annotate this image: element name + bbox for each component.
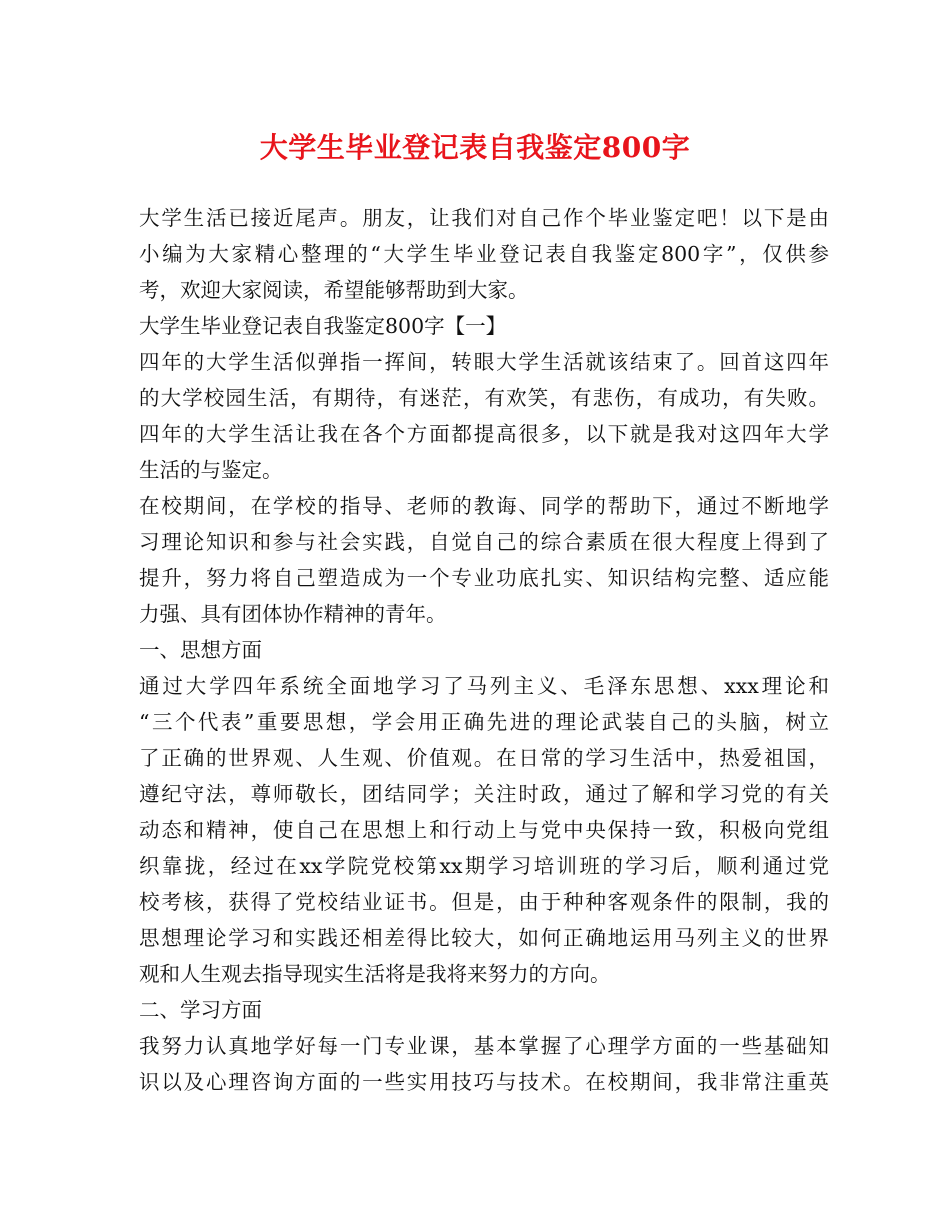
text-line: 在校期间，在学校的指导、老师的教诲、同学的帮助下，通过不断地学	[139, 494, 829, 518]
text-line: “三个代表”重要思想，学会用正确先进的理论武装自己的头脑，树立	[139, 710, 829, 734]
text-line: 观和人生观去指导现实生活将是我将来努力的方向。	[139, 962, 611, 986]
text-line: 习理论知识和参与社会实践，自觉自己的综合素质在很大程度上得到了	[139, 530, 829, 554]
text-line: 动态和精神，使自己在思想上和行动上与党中央保持一致，积极向党组	[139, 818, 829, 842]
text-line: 生活的与鉴定。	[139, 458, 283, 482]
text-line: 织靠拢，经过在xx学院党校第xx期学习培训班的学习后，顺利通过党	[139, 854, 829, 878]
text-line: 我努力认真地学好每一门专业课，基本掌握了心理学方面的一些基础知	[139, 1034, 829, 1058]
text-line: 大学生活已接近尾声。朋友，让我们对自己作个毕业鉴定吧！以下是由	[139, 206, 829, 230]
text-line: 大学生毕业登记表自我鉴定800字【一】	[139, 314, 507, 338]
text-line: 的大学校园生活，有期待，有迷茫，有欢笑，有悲伤，有成功，有失败。	[139, 386, 829, 410]
text-line: 提升，努力将自己塑造成为一个专业功底扎实、知识结构完整、适应能	[139, 566, 829, 590]
document-title: 大学生毕业登记表自我鉴定800字	[259, 131, 691, 164]
text-line: 通过大学四年系统全面地学习了马列主义、毛泽东思想、xxx理论和	[139, 674, 829, 698]
text-line: 一、思想方面	[139, 638, 262, 662]
text-line: 识以及心理咨询方面的一些实用技巧与技术。在校期间，我非常注重英	[139, 1070, 829, 1094]
text-line: 思想理论学习和实践还相差得比较大，如何正确地运用马列主义的世界	[139, 926, 829, 950]
text-line: 二、学习方面	[139, 998, 262, 1022]
document-body	[139, 200, 829, 1100]
text-line: 校考核，获得了党校结业证书。但是，由于种种客观条件的限制，我的	[139, 890, 829, 914]
text-line: 考，欢迎大家阅读，希望能够帮助到大家。	[139, 278, 529, 302]
text-line: 遵纪守法，尊师敬长，团结同学；关注时政，通过了解和学习党的有关	[139, 782, 829, 806]
text-line: 了正确的世界观、人生观、价值观。在日常的学习生活中，热爱祖国，	[139, 746, 829, 770]
text-line: 四年的大学生活让我在各个方面都提高很多，以下就是我对这四年大学	[139, 422, 829, 446]
text-line: 力强、具有团体协作精神的青年。	[139, 602, 447, 626]
text-line: 四年的大学生活似弹指一挥间，转眼大学生活就该结束了。回首这四年	[139, 350, 829, 374]
text-line: 小编为大家精心整理的“大学生毕业登记表自我鉴定800字”，仅供参	[139, 242, 829, 266]
